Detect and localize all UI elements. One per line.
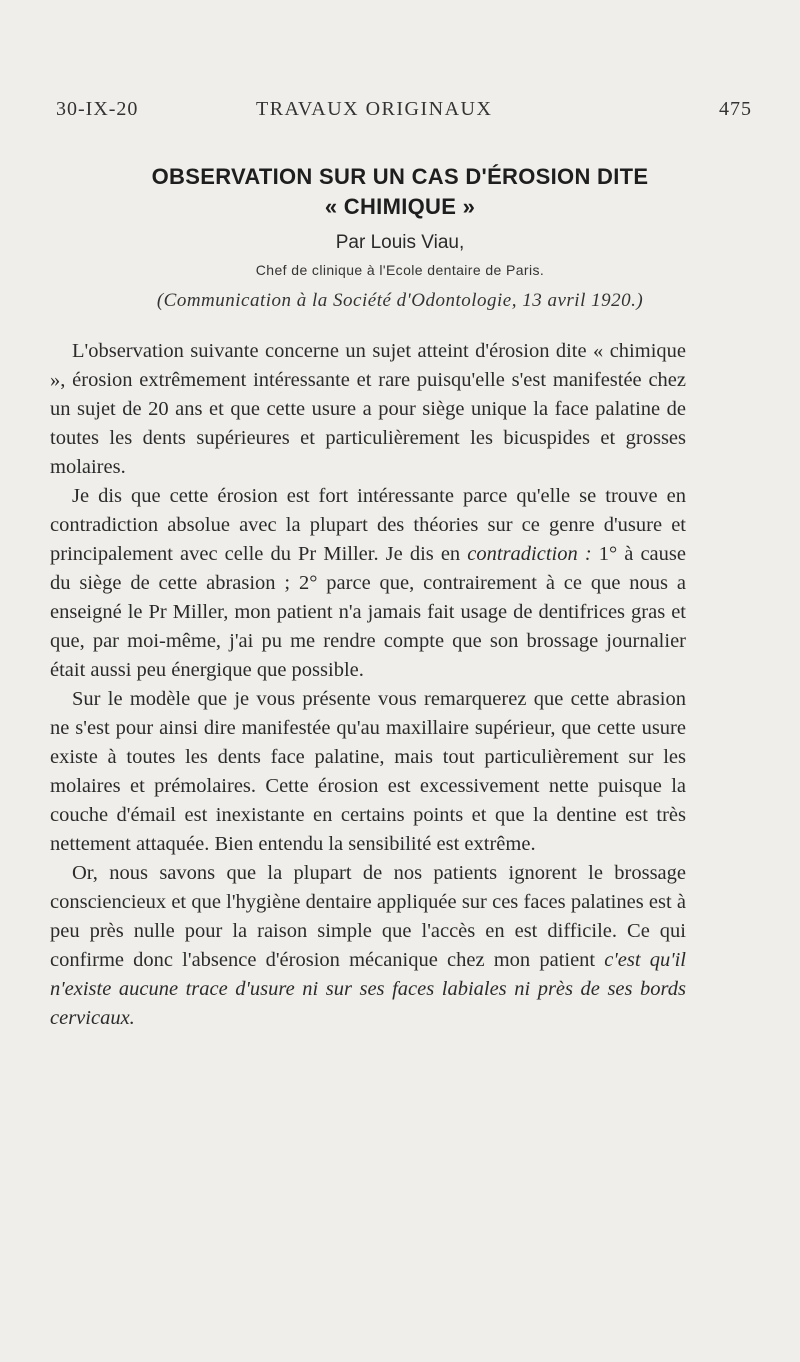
running-head bbox=[56, 98, 752, 128]
paragraph-4-italic: c'est qu'il n'existe aucune trace d'usure ni sur ses faces labiales ni près de ses bords cervicaux. bbox=[50, 949, 686, 1029]
author-affiliation: Chef de clinique à l'Ecole dentaire de Paris. bbox=[255, 262, 545, 278]
paragraph-2 bbox=[50, 482, 686, 685]
paragraph-2-text-b: 1° à cause du siège de cette abrasion ; 2° parce que, contrairement à ce que nous a enseigné le Pr Miller, mon patient n'a jamais fait usage de dentifrices gras et que, par moi-même, j'ai pu me rendre compte que son brossage journalier était aussi peu énergique que possible. bbox=[50, 543, 686, 681]
communication-note: (Communication à la Société d'Odontologie, 13 avril 1920.) bbox=[156, 290, 644, 311]
article-title-line-2: « CHIMIQUE » bbox=[324, 194, 476, 219]
paragraph-4 bbox=[50, 859, 686, 1033]
article-body bbox=[50, 337, 686, 1033]
article-title-line-1: OBSERVATION SUR UN CAS D'ÉROSION DITE bbox=[151, 164, 649, 189]
running-head-section: TRAVAUX ORIGINAUX bbox=[256, 98, 493, 120]
paragraph-3 bbox=[50, 685, 686, 859]
paragraph-2-italic: contradiction : bbox=[467, 543, 592, 565]
paragraph-2-text-a: Je dis que cette érosion est fort intéressante parce qu'elle se trouve en contradiction absolue avec la plupart des théories sur ce genre d'usure et principalement avec celle du Pr Miller. Je dis en bbox=[50, 485, 686, 565]
running-head-date: 30-IX-20 bbox=[56, 98, 139, 120]
paragraph-3-text: Sur le modèle que je vous présente vous remarquerez que cette abrasion ne s'est pour ainsi dire manifestée qu'au maxillaire supérieur, que cette usure existe à toutes les dents face palatine, mais tout particulièrement sur les molaires et prémolaires. Cette érosion est excessivement nette puisque la couche d'émail est inexistante en certains points et que la dentine est très nettement attaquée. Bien entendu la sensibilité est extrême. bbox=[50, 688, 686, 855]
page-number: 475 bbox=[719, 98, 752, 120]
article-title bbox=[40, 162, 760, 222]
article-byline: Par Louis Viau, bbox=[335, 232, 465, 253]
paragraph-1-text: L'observation suivante concerne un sujet atteint d'érosion dite « chimique », érosion extrêmement intéressante et rare puisqu'elle s'est manifestée chez un sujet de 20 ans et que cette usure a pour siège unique la face palatine de toutes les dents supérieures et particulièrement les bicuspides et grosses molaires. bbox=[50, 340, 686, 478]
paragraph-1 bbox=[50, 337, 686, 482]
paragraph-4-text: Or, nous savons que la plupart de nos patients ignorent le brossage consciencieux et que l'hygiène dentaire appliquée sur ces faces palatines est à peu près nulle pour la raison simple que l'accès en est difficile. Ce qui confirme donc l'absence d'érosion mécanique chez mon patient bbox=[50, 862, 686, 971]
